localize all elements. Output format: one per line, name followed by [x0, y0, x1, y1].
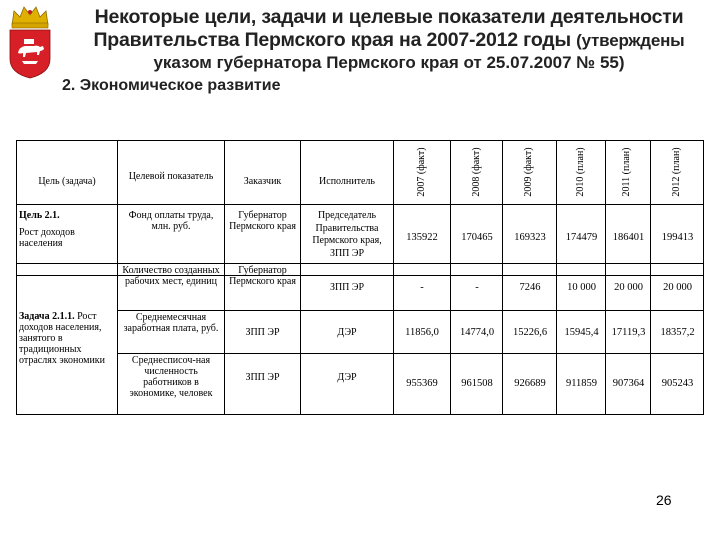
goal-text: Рост доходов населения: [19, 227, 75, 249]
title-line-2-sub: (утверждены: [576, 31, 685, 50]
col-header-2009: 2009 (факт): [523, 147, 534, 197]
title-line-2: [58, 29, 720, 52]
row1-indicator: Фонд оплаты труда, млн. руб.: [128, 210, 214, 232]
row1-value-2007: 135922: [406, 232, 438, 243]
row4-value-2011: 907364: [612, 378, 645, 389]
col-header-executor: Исполнитель: [319, 176, 375, 187]
task-cell: [19, 311, 115, 366]
row4-value-2012: 905243: [661, 378, 694, 389]
goal-cell: [19, 210, 115, 249]
col-header-indicator: Целевой показатель: [128, 171, 214, 182]
table-row-divider: [117, 353, 704, 354]
table-border-top: [16, 140, 704, 141]
row2-value-2008: -: [475, 282, 479, 293]
table-row-divider: [16, 263, 704, 264]
row2-value-2011: 20 000: [614, 282, 643, 293]
row1-value-2010: 174479: [565, 232, 598, 243]
row4-value-2010: 911859: [565, 378, 598, 389]
row3-executor: ДЭР: [337, 327, 357, 338]
row4-value-2008: 961508: [461, 378, 493, 389]
col-header-2007: 2007 (факт): [416, 147, 427, 197]
row1-customer: Губернатор Пермского края: [229, 210, 296, 232]
perm-krai-emblem-icon: [4, 3, 56, 79]
table-border-bottom: [16, 414, 704, 415]
title-line-3: указом губернатора Пермского края от 25.07.2007 № 55): [153, 53, 625, 72]
title-line-1: Некоторые цели, задачи и целевые показатели деятельности: [94, 6, 684, 28]
row2-indicator: Количество созданных рабочих мест, единиц: [122, 265, 220, 287]
slide-title: [58, 6, 720, 73]
row4-indicator: Среднесписоч-ная численность работников в экономике, человек: [129, 355, 213, 399]
col-header-2010: 2010 (план): [575, 147, 586, 197]
indicators-table: [16, 140, 704, 415]
col-divider: [556, 140, 557, 415]
goal-label: Цель 2.1.: [19, 210, 60, 221]
row3-value-2007: 11856,0: [405, 327, 439, 338]
table-border-left: [16, 140, 17, 415]
row4-customer: ЗПП ЭР: [245, 372, 280, 383]
row3-value-2008: 14774,0: [459, 327, 495, 338]
row2-executor: ЗПП ЭР: [329, 282, 365, 293]
col-header-2008: 2008 (факт): [471, 147, 482, 197]
row1-executor: Председатель Правительства Пермского края, ЗПП ЭР: [312, 210, 382, 259]
col-divider: [117, 140, 118, 415]
col-divider: [502, 140, 503, 415]
table-border-right: [703, 140, 704, 415]
row2-value-2012: 20 000: [663, 282, 692, 293]
row2-customer: Губернатор Пермского края: [229, 265, 296, 287]
row1-value-2011: 186401: [612, 232, 645, 243]
col-divider: [605, 140, 606, 415]
col-header-customer: Заказчик: [243, 176, 282, 187]
col-divider: [224, 140, 225, 415]
row2-value-2010: 10 000: [567, 282, 596, 293]
row3-indicator: Среднемесячная заработная плата, руб.: [123, 312, 219, 334]
col-divider: [450, 140, 451, 415]
row2-value-2007: -: [420, 282, 424, 293]
row1-value-2009: 169323: [514, 232, 546, 243]
col-divider: [393, 140, 394, 415]
title-line-2-main: Правительства Пермского края на 2007-2012 годы: [93, 29, 571, 51]
col-header-2011: 2011 (план): [621, 147, 632, 197]
col-divider: [650, 140, 651, 415]
row1-value-2008: 170465: [461, 232, 493, 243]
row4-value-2007: 955369: [406, 378, 438, 389]
row2-value-2009: 7246: [519, 282, 541, 293]
row1-value-2012: 199413: [661, 232, 694, 243]
task-text: Рост доходов населения, занятого в традиционных отраслях экономики: [19, 311, 106, 366]
task-label: Задача 2.1.1.: [19, 311, 75, 322]
col-header-2012: 2012 (план): [671, 147, 682, 197]
row3-value-2009: 15226,6: [512, 327, 548, 338]
row4-executor: ДЭР: [337, 372, 357, 383]
col-divider: [300, 140, 301, 415]
page-number: 26: [656, 492, 672, 508]
table-row-divider: [117, 310, 704, 311]
row4-value-2009: 926689: [514, 378, 546, 389]
table-header-divider: [16, 204, 704, 205]
col-header-goal: Цель (задача): [38, 176, 96, 187]
section-heading: 2. Экономическое развитие: [62, 77, 281, 94]
row3-customer: ЗПП ЭР: [245, 327, 280, 338]
row3-value-2012: 18357,2: [660, 327, 695, 338]
row3-value-2010: 15945,4: [564, 327, 599, 338]
row3-value-2011: 17119,3: [611, 327, 646, 338]
